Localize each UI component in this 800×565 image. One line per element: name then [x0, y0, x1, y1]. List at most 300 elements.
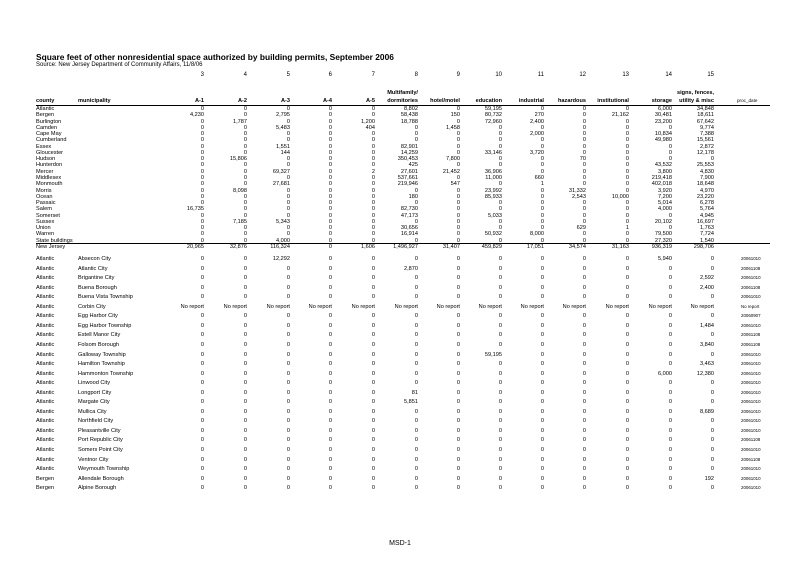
row-municipality: Egg Harbor City: [78, 313, 118, 320]
row-cell: 0: [243, 389, 247, 396]
row-cell: 0: [625, 322, 629, 329]
county-cell: 0: [243, 231, 247, 238]
county-cell: 10,834: [654, 131, 672, 138]
row-county: Bergen: [36, 475, 55, 482]
county-cell: 0: [371, 218, 375, 225]
row-cell: 0: [456, 427, 460, 434]
county-cell: 0: [710, 156, 714, 163]
county-cell: 0: [625, 218, 629, 225]
row-cell: 0: [371, 265, 375, 272]
county-cell: 1,606: [361, 243, 375, 250]
row-cell: 81: [411, 389, 418, 396]
county-cell: 23,992: [484, 187, 502, 194]
header-a5: A-5: [365, 98, 375, 104]
row-cell: 0: [328, 466, 332, 473]
county-cell: 0: [243, 137, 247, 144]
table-row: [0, 428, 800, 435]
row-cell: 0: [625, 466, 629, 473]
county-cell: 144: [280, 149, 290, 156]
row-cell: 0: [456, 466, 460, 473]
row-cell: 0: [328, 447, 332, 453]
table-row: [0, 390, 800, 397]
row-cell: 0: [540, 456, 544, 463]
column-number: 7: [371, 72, 375, 78]
county-cell: 0: [286, 174, 290, 181]
row-cell: 0: [414, 361, 418, 368]
county-cell: 0: [456, 174, 460, 181]
row-cell: 0: [625, 284, 629, 291]
county-cell: 0: [200, 168, 204, 175]
row-cell: 0: [371, 475, 375, 482]
row-cell: 0: [414, 427, 418, 434]
row-cell: 2,870: [404, 265, 418, 272]
county-cell: 0: [371, 162, 375, 169]
row-cell: 192: [704, 475, 714, 482]
row-cell: 0: [414, 418, 418, 425]
header-institutional: institutional: [597, 98, 629, 104]
table-row: [0, 313, 800, 320]
county-cell: 0: [456, 187, 460, 194]
county-cell: 0: [456, 137, 460, 144]
row-municipality: Mullica City: [78, 408, 107, 415]
row-county: Atlantic: [36, 427, 55, 434]
county-cell: 10,000: [611, 193, 629, 200]
county-cell: 0: [371, 206, 375, 213]
row-cell: 0: [456, 294, 460, 301]
county-cell: 547: [450, 181, 460, 188]
row-cell: 0: [414, 437, 418, 444]
county-cell: 47,173: [400, 212, 418, 219]
county-cell: 6,000: [658, 106, 672, 112]
county-cell: 0: [328, 225, 332, 232]
county-cell: 85,933: [484, 193, 502, 200]
row-cell: 0: [243, 418, 247, 425]
county-cell: 18,648: [696, 181, 714, 188]
county-cell: 15,806: [229, 156, 247, 163]
county-name: Morris: [36, 187, 52, 194]
row-proc-date: 20061010: [741, 294, 761, 300]
county-cell: 0: [371, 131, 375, 138]
county-cell: 0: [328, 237, 332, 244]
row-county: Atlantic: [36, 351, 55, 358]
row-municipality: Margate City: [78, 399, 110, 406]
row-cell: 0: [668, 437, 672, 444]
row-county: Atlantic: [36, 284, 55, 291]
row-proc-date: 20061010: [741, 427, 761, 433]
county-name: Warren: [36, 231, 55, 238]
county-cell: 0: [200, 231, 204, 238]
column-number: 10: [495, 72, 502, 78]
row-proc-date: 20061010: [741, 380, 761, 386]
row-cell: 0: [243, 256, 247, 262]
county-cell: 0: [243, 143, 247, 150]
county-cell: 0: [286, 118, 290, 125]
row-cell: No report: [562, 303, 586, 310]
county-cell: 30,656: [400, 225, 418, 232]
county-cell: 0: [243, 237, 247, 244]
county-cell: 0: [540, 137, 544, 144]
report-title: Square feet of other nonresidential space authorized by building permits, September 2006: [36, 52, 394, 62]
row-cell: 0: [498, 408, 502, 415]
county-cell: 0: [200, 143, 204, 150]
county-cell: 0: [540, 187, 544, 194]
county-cell: 0: [328, 193, 332, 200]
row-cell: 0: [498, 322, 502, 329]
county-cell: 69,327: [272, 168, 290, 175]
row-county: Atlantic: [36, 294, 55, 301]
row-cell: 0: [328, 284, 332, 291]
row-cell: 0: [371, 351, 375, 358]
county-cell: 0: [328, 112, 332, 119]
county-cell: 0: [582, 181, 586, 188]
county-cell: 0: [625, 231, 629, 238]
row-municipality: Port Republic City: [78, 437, 123, 444]
county-cell: 0: [414, 124, 418, 131]
county-cell: 0: [328, 162, 332, 169]
row-cell: 0: [456, 456, 460, 463]
row-cell: 0: [414, 466, 418, 473]
row-cell: No report: [648, 303, 672, 310]
row-cell: 0: [582, 284, 586, 291]
county-cell: 0: [414, 200, 418, 207]
county-cell: 0: [625, 156, 629, 163]
county-cell: 0: [625, 212, 629, 219]
county-cell: 0: [668, 212, 672, 219]
county-cell: 0: [243, 200, 247, 207]
table-header: [0, 88, 800, 106]
county-cell: 425: [408, 162, 418, 169]
row-cell: 0: [498, 437, 502, 444]
row-cell: 0: [371, 485, 375, 492]
row-proc-date: 20061010: [741, 418, 761, 424]
county-cell: 82,901: [400, 143, 418, 150]
table-row: [0, 285, 800, 292]
row-proc-date: 20061010: [741, 466, 761, 472]
county-cell: 0: [328, 218, 332, 225]
row-cell: 0: [243, 361, 247, 368]
county-cell: 0: [456, 212, 460, 219]
county-cell: 36,906: [484, 168, 502, 175]
county-cell: 4,000: [658, 206, 672, 213]
row-cell: 0: [498, 313, 502, 320]
row-cell: 0: [710, 313, 714, 320]
county-cell: 0: [625, 137, 629, 144]
county-cell: 0: [200, 118, 204, 125]
row-municipality: Folsom Borough: [78, 341, 120, 348]
row-cell: 0: [371, 370, 375, 377]
row-cell: 0: [625, 313, 629, 320]
row-cell: 0: [582, 265, 586, 272]
county-cell: 0: [456, 118, 460, 125]
county-name: Hudson: [36, 156, 56, 163]
county-cell: 0: [243, 212, 247, 219]
row-cell: 0: [328, 389, 332, 396]
row-cell: 0: [498, 332, 502, 339]
row-cell: 0: [582, 351, 586, 358]
county-cell: 5,033: [488, 212, 502, 219]
row-cell: 0: [286, 399, 290, 406]
row-municipality: Atlantic City: [78, 265, 108, 272]
row-cell: 0: [243, 313, 247, 320]
row-cell: 0: [286, 437, 290, 444]
county-cell: 0: [200, 187, 204, 194]
row-cell: 0: [456, 351, 460, 358]
row-cell: 0: [710, 447, 714, 453]
county-cell: 0: [456, 143, 460, 150]
county-cell: 0: [286, 156, 290, 163]
county-cell: 16,914: [400, 231, 418, 238]
row-cell: 0: [582, 475, 586, 482]
row-cell: 0: [540, 418, 544, 425]
county-cell: 537,661: [397, 174, 418, 181]
row-cell: 0: [456, 380, 460, 387]
row-county: Atlantic: [36, 380, 55, 387]
row-cell: 0: [200, 389, 204, 396]
county-cell: 0: [582, 200, 586, 207]
column-number: 14: [665, 72, 672, 78]
row-cell: 0: [243, 427, 247, 434]
row-cell: 0: [371, 418, 375, 425]
row-cell: 0: [540, 341, 544, 348]
row-county: Atlantic: [36, 418, 55, 425]
row-cell: 0: [371, 341, 375, 348]
row-cell: 0: [200, 361, 204, 368]
row-cell: 0: [498, 456, 502, 463]
table-row: [0, 476, 800, 483]
row-cell: 0: [540, 370, 544, 377]
table-row: [0, 342, 800, 349]
table-row: [0, 332, 800, 339]
row-cell: 0: [625, 265, 629, 272]
row-cell: 0: [456, 361, 460, 368]
county-cell: 27,320: [654, 237, 672, 244]
county-cell: 270: [534, 112, 544, 119]
county-cell: 0: [328, 149, 332, 156]
county-cell: 0: [668, 124, 672, 131]
row-cell: 0: [456, 313, 460, 320]
row-county: Atlantic: [36, 389, 55, 396]
row-proc-date: No report: [741, 303, 760, 309]
county-cell: 2,872: [700, 143, 714, 150]
county-cell: 4,000: [276, 237, 290, 244]
column-number: 12: [579, 72, 586, 78]
row-cell: 0: [414, 351, 418, 358]
county-cell: 9,774: [700, 124, 714, 131]
county-cell: 58,438: [400, 112, 418, 119]
county-cell: 0: [200, 149, 204, 156]
county-cell: 16,697: [696, 218, 714, 225]
row-cell: 0: [582, 313, 586, 320]
county-cell: 1,551: [276, 143, 290, 150]
county-cell: 0: [498, 206, 502, 213]
row-cell: 0: [371, 447, 375, 453]
row-cell: 0: [414, 408, 418, 415]
county-cell: 0: [286, 231, 290, 238]
row-municipality: Ventnor City: [78, 456, 109, 463]
row-cell: 0: [414, 322, 418, 329]
table-row: [0, 371, 800, 378]
county-cell: 0: [625, 237, 629, 244]
row-municipality: Buena Vista Township: [78, 294, 133, 301]
row-proc-date: 20061010: [741, 408, 761, 414]
report-source: Source: New Jersey Department of Community Affairs, 11/8/06: [36, 62, 203, 68]
row-cell: 0: [328, 485, 332, 492]
county-cell: 80,732: [484, 112, 502, 119]
row-cell: 0: [582, 332, 586, 339]
header-multifamily-1: Multifamily/: [387, 90, 418, 96]
county-cell: 0: [328, 212, 332, 219]
county-cell: 629: [576, 225, 586, 232]
county-cell: 0: [371, 181, 375, 188]
county-cell: 0: [286, 193, 290, 200]
row-county: Atlantic: [36, 275, 55, 282]
county-cell: 0: [328, 206, 332, 213]
row-cell: 0: [286, 485, 290, 492]
row-cell: 0: [668, 313, 672, 320]
row-county: Atlantic: [36, 322, 55, 329]
county-cell: 0: [328, 137, 332, 144]
row-cell: 0: [243, 456, 247, 463]
row-cell: 0: [328, 361, 332, 368]
row-proc-date: 20061108: [741, 265, 761, 271]
county-cell: 3,720: [530, 149, 544, 156]
county-cell: 59,195: [484, 106, 502, 112]
row-cell: 0: [498, 361, 502, 368]
row-cell: 0: [710, 332, 714, 339]
county-cell: 116,324: [270, 243, 290, 250]
row-cell: 0: [498, 447, 502, 453]
row-cell: 0: [456, 256, 460, 262]
row-proc-date: 20061108: [741, 332, 761, 338]
county-cell: 5,343: [276, 218, 290, 225]
row-cell: 0: [328, 427, 332, 434]
row-cell: 0: [625, 370, 629, 377]
row-cell: 0: [286, 370, 290, 377]
county-cell: 20,965: [186, 243, 204, 250]
county-cell: 1,763: [700, 225, 714, 232]
county-cell: 0: [200, 137, 204, 144]
row-municipality: Estell Manor City: [78, 332, 121, 339]
county-cell: 298,706: [693, 243, 714, 250]
row-cell: 0: [328, 351, 332, 358]
row-proc-date: 20061108: [741, 284, 761, 290]
row-county: Atlantic: [36, 332, 55, 339]
county-cell: 0: [540, 143, 544, 150]
county-cell: 0: [200, 193, 204, 200]
row-municipality: Buena Borough: [78, 284, 117, 291]
county-cell: 67,642: [696, 118, 714, 125]
row-proc-date: 20061010: [741, 256, 761, 261]
county-cell: 1,496,927: [393, 243, 418, 250]
table-row: [0, 437, 800, 444]
county-cell: 31,332: [568, 187, 586, 194]
row-cell: No report: [478, 303, 502, 310]
county-name: Hunterdon: [36, 162, 63, 169]
row-cell: 0: [286, 475, 290, 482]
county-name: Salem: [36, 206, 52, 213]
row-cell: 0: [414, 256, 418, 262]
county-cell: 0: [540, 212, 544, 219]
row-cell: 0: [371, 294, 375, 301]
county-cell: 0: [243, 225, 247, 232]
row-cell: 0: [414, 332, 418, 339]
row-municipality: Northfield City: [78, 418, 114, 425]
county-cell: 4,230: [190, 112, 204, 119]
county-name: State buildings: [36, 237, 73, 244]
row-cell: 0: [540, 427, 544, 434]
row-cell: 0: [243, 437, 247, 444]
row-cell: 0: [243, 265, 247, 272]
row-municipality: Absecon City: [78, 256, 111, 262]
row-cell: 0: [328, 370, 332, 377]
row-municipality: Hamilton Township: [78, 361, 125, 368]
row-cell: 0: [540, 380, 544, 387]
county-name: Cumberland: [36, 137, 67, 144]
row-proc-date: 20061010: [741, 361, 761, 367]
row-cell: 0: [371, 399, 375, 406]
table-row: [0, 294, 800, 301]
row-proc-date: 20061010: [741, 389, 761, 395]
row-cell: 0: [200, 294, 204, 301]
row-cell: 0: [540, 437, 544, 444]
row-cell: 0: [286, 380, 290, 387]
county-cell: 0: [328, 243, 332, 250]
row-cell: 0: [540, 351, 544, 358]
row-cell: 0: [582, 456, 586, 463]
row-cell: 0: [582, 485, 586, 492]
row-cell: 8,689: [700, 408, 714, 415]
row-cell: 0: [243, 370, 247, 377]
county-cell: 2,400: [530, 118, 544, 125]
county-cell: 0: [371, 200, 375, 207]
row-cell: 0: [668, 399, 672, 406]
county-row: [0, 244, 800, 251]
row-cell: 0: [243, 351, 247, 358]
table-row: [0, 352, 800, 359]
county-cell: 0: [498, 162, 502, 169]
county-cell: 0: [371, 137, 375, 144]
column-number: 6: [328, 72, 332, 78]
county-cell: 50,932: [484, 231, 502, 238]
row-cell: 0: [710, 399, 714, 406]
county-cell: 49,980: [654, 137, 672, 144]
row-cell: 0: [668, 408, 672, 415]
row-municipality: Brigantine City: [78, 275, 115, 282]
row-cell: 0: [456, 389, 460, 396]
county-cell: 12,178: [696, 149, 714, 156]
county-cell: 0: [625, 200, 629, 207]
row-cell: 0: [328, 341, 332, 348]
county-cell: 27,601: [400, 168, 418, 175]
header-a4: A-4: [322, 98, 332, 104]
row-cell: 0: [371, 437, 375, 444]
table-row: [0, 380, 800, 387]
table-row: [0, 304, 800, 311]
row-cell: 0: [582, 256, 586, 262]
county-cell: 0: [456, 131, 460, 138]
row-cell: 0: [200, 466, 204, 473]
row-municipality: Allendale Borough: [78, 475, 124, 482]
county-cell: 0: [328, 187, 332, 194]
header-signs-2: utility & misc: [679, 98, 714, 104]
row-cell: 0: [200, 341, 204, 348]
row-cell: 0: [582, 370, 586, 377]
row-cell: 0: [200, 256, 204, 262]
row-cell: 0: [286, 294, 290, 301]
county-name: Middlesex: [36, 174, 62, 181]
county-cell: 0: [456, 206, 460, 213]
row-cell: 0: [200, 408, 204, 415]
